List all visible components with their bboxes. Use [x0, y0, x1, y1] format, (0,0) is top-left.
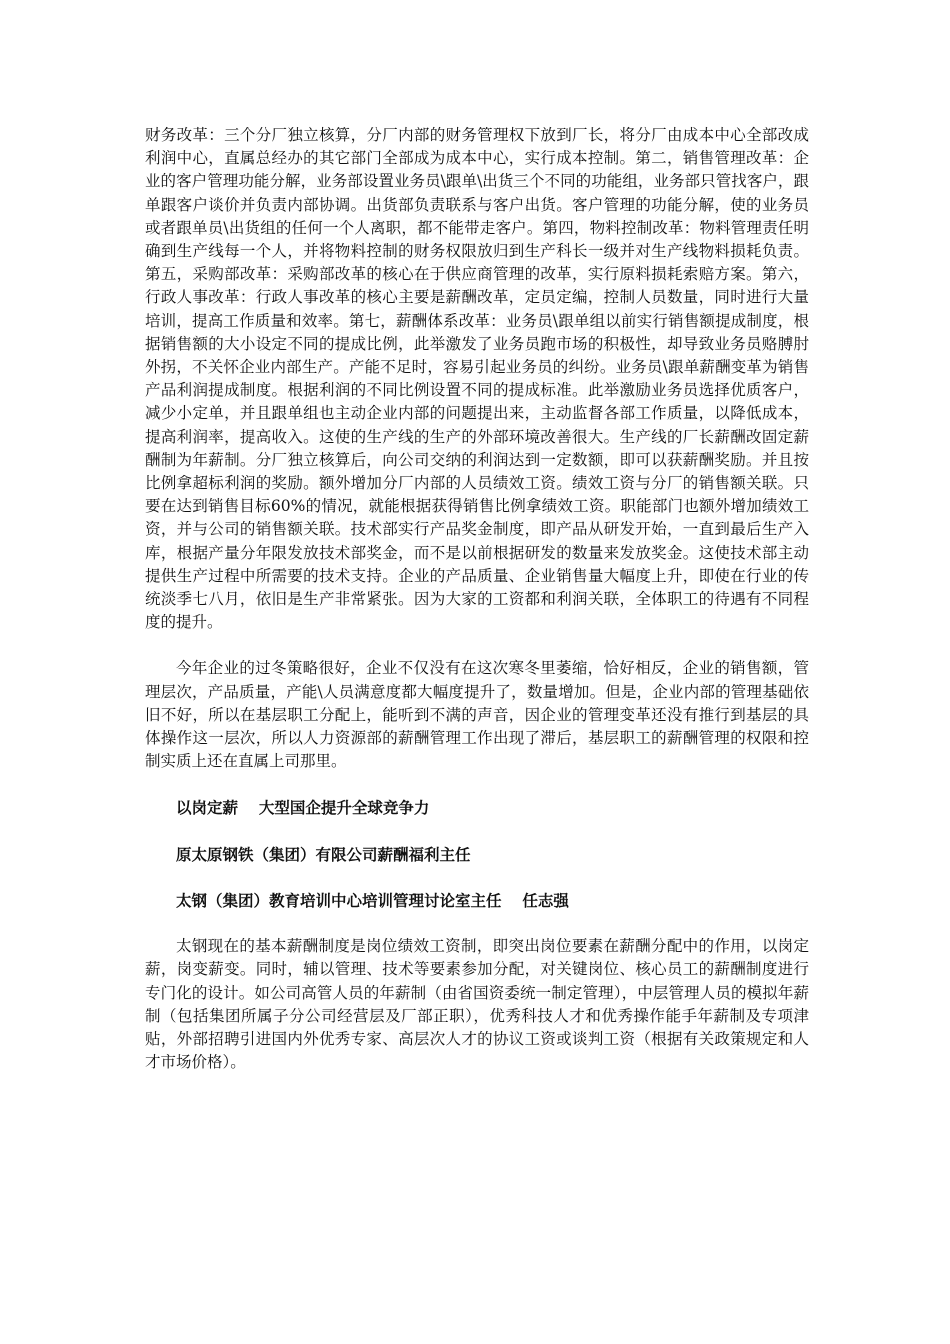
body-paragraph-1: 财务改革：三个分厂独立核算，分厂内部的财务管理权下放到厂长，将分厂由成本中心全部改成利润中心，直属总经办的其它部门全部成为成本中心，实行成本控制。第二，销售管理改革：企业的客户管理功能分解，业务部设置业务员\跟单\出货三个不同的功能组，业务部只管找客户，跟单跟客户谈价并负责内部协调。出货部负责联系与客户出货。客户管理的功能分解，使的业务员或者跟单员\出货组的任何一个人离职，都不能带走客户。第四，物料控制改革：物料管理责任明确到生产线每一个人，并将物料控制的财务权限放归到生产科长一级并对生产线物料损耗负责。第五，采购部改革：采购部改革的核心在于供应商管理的改革，实行原料损耗索赔方案。第六，行政人事改革：行政人事改革的核心主要是薪酬改革，定员定编，控制人员数量，同时进行大量培训，提高工作质量和效率。第七，薪酬体系改革：业务员\跟单组以前实行销售额提成制度，根据销售额的大小设定不同的提成比例，此举激发了业务员跑市场的积极性，却导致业务员赂膊肘外拐，不关怀企业内部生产。产能不足时，容易引起业务员的纠纷。业务员\跟单薪酬变革为销售产品利润提成制度。根据利润的不同比例设置不同的提成标准。此举激励业务员选择优质客户，减少小定单，并且跟单组也主动企业内部的问题提出来，主动监督各部工作质量，以降低成本，提高利润率，提高收入。这使的生产线的生产的外部环境改善很大。生产线的厂长薪酬改固定薪酬制为年薪制。分厂独立核算后，向公司交纳的利润达到一定数额，即可以获薪酬奖励。并且按比例拿超标利润的奖励。额外增加分厂内部的人员绩效工资。绩效工资与分厂的销售额关联。只要在达到销售目标60%的情况，就能根据获得销售比例拿绩效工资。职能部门也额外增加绩效工资，并与公司的销售额关联。技术部实行产品奖金制度，即产品从研发开始，一直到最后生产入库，根据产量分年限发放技术部奖金，而不是以前根据研发的数量来发放奖金。这使技术部主动提供生产过程中所需要的技术支持。企业的产品质量、企业销售量大幅度上升，即使在行业的传统淡季七八月，依旧是生产非常紧张。因为大家的工资都和利润关联，全体职工的待遇有不同程度的提升。 — [145, 126, 809, 632]
body-paragraph-2: 今年企业的过冬策略很好，企业不仅没有在这次寒冬里萎缩，恰好相反，企业的销售额，管理层次，产品质量，产能\人员满意度都大幅度提升了，数量增加。但是，企业内部的管理基础依旧不好，所以在基层职工分配上，能听到不满的声音，因企业的管理变革还没有推行到基层的具体操作这一层次，所以人力资源部的薪酬管理工作出现了滞后，基层职工的薪酬管理的权限和控制实质上还在直属上司那里。 — [145, 659, 809, 771]
body-paragraph-3: 太钢现在的基本薪酬制度是岗位绩效工资制，即突出岗位要素在薪酬分配中的作用，以岗定薪，岗变薪变。同时，辅以管理、技术等要素参加分配，对关键岗位、核心员工的薪酬制度进行专门化的设计。如公司高管人员的年薪制（由省国资委统一制定管理），中层管理人员的模拟年薪制（包括集团所属子分公司经营层及厂部正职），优秀科技人才和优秀操作能手年薪制及专项津贴，外部招聘引进国内外优秀专家、高层次人才的协议工资或谈判工资（根据有关政策规定和人才市场价格）。 — [145, 937, 809, 1072]
section-title: 以岗定薪 大型国企提升全球竞争力 — [176, 798, 430, 818]
author-affiliation-1: 原太原钢铁（集团）有限公司薪酬福利主任 — [176, 844, 471, 864]
author-affiliation-2: 太钢（集团）教育培训中心培训管理讨论室主任 任志强 — [176, 890, 569, 910]
document-page — [145, 124, 809, 1097]
